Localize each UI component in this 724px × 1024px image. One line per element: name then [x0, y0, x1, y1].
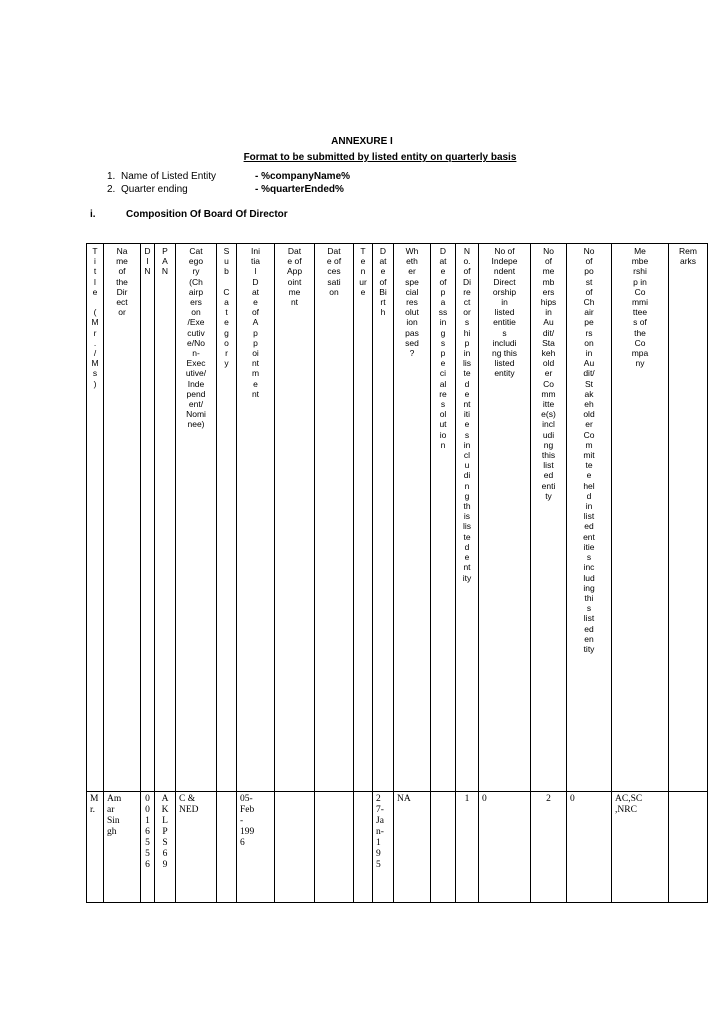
column-header-pan: P A N	[155, 244, 176, 792]
column-header-committee-memberships: No of me mb ers hips in Au dit/ Sta keh old er Co mm itte e(s) incl udi ng this list ed enti ty	[531, 244, 567, 792]
cell-resolution-date	[431, 792, 456, 903]
info-item-quarter-ending	[107, 183, 350, 196]
column-header-resolution-date: D at e of p a ss in g s p e ci al re s ol ut io n	[431, 244, 456, 792]
column-header-sub-category: S u b C a t e g o r y	[217, 244, 237, 792]
cell-cessation-date	[315, 792, 354, 903]
cell-committee-memberships: 2	[531, 792, 567, 903]
cell-din: 0 0 1 6 5 5 6	[141, 792, 155, 903]
board-composition-table	[86, 243, 708, 903]
info-value: - %companyName%	[255, 171, 351, 182]
column-header-director-name: Na me of the Dir ect or	[104, 244, 141, 792]
column-header-special-resolution: Wh eth er spe cial res olut ion pas sed ?	[394, 244, 431, 792]
column-header-company-committees: Me mbe rshi p in Co mmi ttee s of the Co mpa ny	[612, 244, 669, 792]
column-header-chairperson-posts: No of po st of Ch air pe rs on in Au dit/ St ak eh old er Co m mit te e hel d in list ed ent itie s inc lud ing thi s list ed en tity	[567, 244, 612, 792]
cell-special-resolution: NA	[394, 792, 431, 903]
column-header-remarks: Rem arks	[669, 244, 708, 792]
cell-appointment-date	[275, 792, 315, 903]
column-header-category: Cat ego ry (Ch airp ers on /Exe cutiv e/No n- Exec utive/ Inde pend ent/ Nomi nee)	[176, 244, 217, 792]
column-header-title: T i t l e ( M r . / M s )	[87, 244, 104, 792]
table-row	[87, 792, 708, 903]
table-header-row	[87, 244, 708, 792]
cell-title: M r.	[87, 792, 104, 903]
section-number: i.	[90, 209, 96, 220]
cell-tenure	[354, 792, 373, 903]
info-label: Name of Listed Entity	[121, 171, 217, 182]
info-number: 2.	[107, 184, 116, 195]
column-header-independent-directorships: No of Indepe ndent Direct orship in listed entitie s includi ng this listed entity	[479, 244, 531, 792]
cell-initial-appointment-date: 05- Feb - 199 6	[237, 792, 275, 903]
cell-director-name: Am ar Sin gh	[104, 792, 141, 903]
column-header-tenure: T e n ur e	[354, 244, 373, 792]
annexure-title: ANNEXURE I	[331, 136, 393, 147]
info-item-entity-name	[107, 170, 350, 183]
cell-company-committees: AC,SC ,NRC	[612, 792, 669, 903]
info-number: 1.	[107, 171, 116, 182]
cell-category: C & NED	[176, 792, 217, 903]
column-header-cessation-date: Dat e of ces sati on	[315, 244, 354, 792]
cell-date-of-birth: 2 7- Ja n- 1 9 5	[373, 792, 394, 903]
annexure-subtitle: Format to be submitted by listed entity on quarterly basis	[243, 152, 517, 163]
cell-independent-directorships: 0	[479, 792, 531, 903]
column-header-appointment-date: Dat e of App oint me nt	[275, 244, 315, 792]
cell-sub-category	[217, 792, 237, 903]
column-header-directorships: N o. of Di re ct or s hi p in lis te d e nt iti e s in cl u di n g th is lis te d e nt ity	[456, 244, 479, 792]
cell-pan: A K L P S 6 9	[155, 792, 176, 903]
column-header-initial-appointment-date: Ini tia l D at e of A p p oi nt m e nt	[237, 244, 275, 792]
section-title: Composition Of Board Of Director	[126, 209, 288, 220]
entity-info-list	[107, 170, 350, 196]
cell-remarks	[669, 792, 708, 903]
cell-chairperson-posts: 0	[567, 792, 612, 903]
info-label: Quarter ending	[121, 184, 188, 195]
cell-directorships: 1	[456, 792, 479, 903]
column-header-din: D I N	[141, 244, 155, 792]
info-value: - %quarterEnded%	[255, 184, 344, 195]
column-header-date-of-birth: D at e of Bi rt h	[373, 244, 394, 792]
section-heading	[90, 209, 288, 220]
